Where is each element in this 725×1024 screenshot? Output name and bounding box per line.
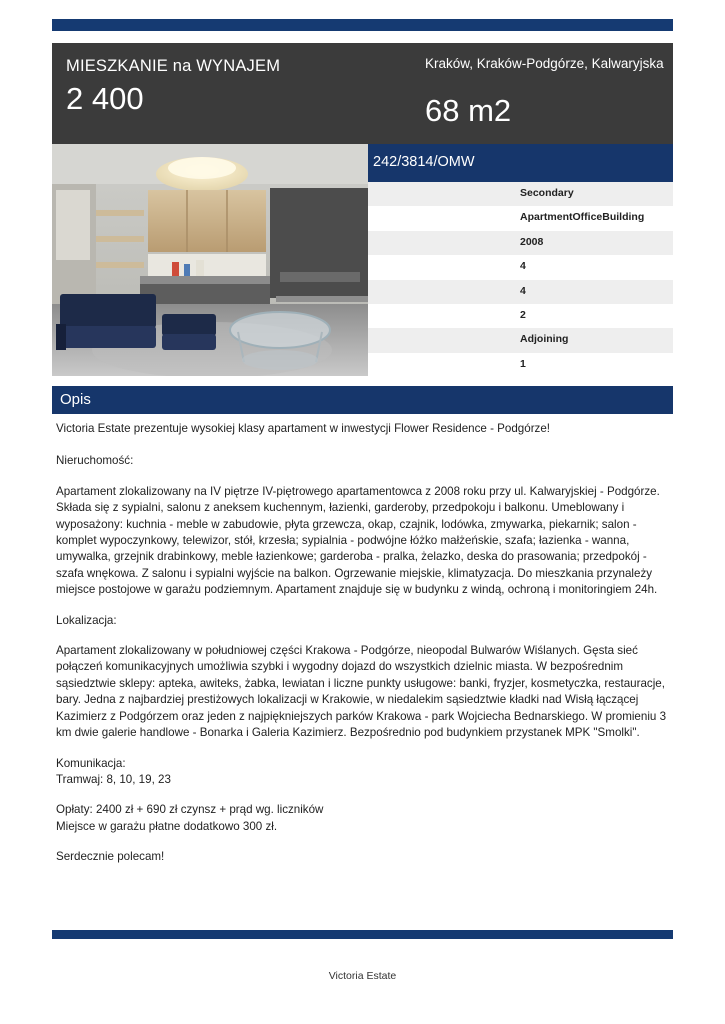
- transport-text: Tramwaj: 8, 10, 19, 23: [56, 772, 171, 786]
- table-row: [368, 304, 673, 328]
- footer-agency: Victoria Estate: [328, 970, 397, 982]
- fees-text: Opłaty: 2400 zł + 690 zł czynsz + prąd wg. liczników: [56, 803, 324, 817]
- detail-value: ApartmentOfficeBuilding: [520, 211, 645, 224]
- table-row: [368, 206, 673, 230]
- listing-header: [52, 43, 673, 144]
- header-right: [369, 43, 673, 144]
- offer-id-value: 242/3814/OMW: [373, 154, 475, 170]
- detail-value: 1: [520, 357, 526, 370]
- table-row: [368, 231, 673, 255]
- detail-value: Secondary: [520, 187, 574, 199]
- table-row: [368, 280, 673, 304]
- property-label: Nieruchomość:: [56, 454, 134, 468]
- property-text: Apartament zlokalizowany na IV piętrze IV-piętrowego apartamentowca z 2008 roku przy ul. Kalwaryjskiej - Podgórze. Składa się z sypialni, salonu z aneksem kuchennym, łazienki, garderoby, przedpokoju i balkonu. Umeblowany i wyposażony: kuchnia - meble w zabudowie, płyta grzewcza, okap, czajnik, lodówka, zmywarka, piekarnik; salon - komplet wypoczynkowy, telewizor, stół, krzesła; sypialnia - podwójne łóżko małżeńskie, szafa; łazienka - wanna, umywalka, grzejnik drabinkowy, meble łazienkowe; garderoba - pralka, żelazko, deska do prasowania; przedpokój - szafa wnękowa. Z salonu i sypialni wyjście na balkon. Ogrzewanie miejskie, klimatyzacja. Do mieszkania przynależy miejsce postojowe w garażu podziemnym. Apartament znajduje się w budynku z windą, ochroną i monitoringiem 24h.: [56, 484, 660, 597]
- closing-text: Serdecznie polecam!: [56, 850, 165, 864]
- bottom-accent-bar: [52, 930, 673, 939]
- location-label: Lokalizacja:: [56, 613, 117, 627]
- table-row: [368, 353, 673, 377]
- top-accent-bar: [52, 19, 673, 31]
- garage-text: Miejsce w garażu płatne dodatkowo 300 zł.: [56, 819, 278, 833]
- location-text: Apartament zlokalizowany w południowej części Krakowa - Podgórze, nieopodal Bulwarów Wiślanych. Gęsta sieć połączeń komunikacyjnych umożliwia szybki i wygodny dojazd do wszystkich dzielnic miasta. W bezpośrednim sąsiedztwie sklepy: apteka, awiteks, żabka, lewiatan i liczne punkty usługowe: banki, fryzjer, kosmetyczka, restauracje, bary. Jedna z najbardziej prestiżowych lokalizacji w Krakowie, w niedalekim sąsiedztwie kładki nad Wisłą łączącej Kazimierz z Podgórzem oraz jeden z najpiękniejszych parków Krakowa - park Wojciecha Bednarskiego. W promieniu 3 km dwie galerie handlowe - Bonarka i Galeria Kazimierz. Bezpośrednio pod budynkiem przystanek MPK "Smolki".: [56, 644, 667, 740]
- detail-value: 2: [520, 308, 526, 321]
- price-value: 2 400: [66, 81, 144, 116]
- header-left: [66, 43, 366, 144]
- transport-label: Komunikacja:: [56, 756, 126, 770]
- detail-value: 2008: [520, 235, 544, 248]
- photo-illustration: [52, 144, 368, 376]
- offer-type-label: MIESZKANIE na WYNAJEM: [66, 57, 281, 75]
- detail-value: 4: [520, 284, 526, 297]
- description-body: [56, 421, 669, 880]
- detail-value: 4: [520, 260, 526, 273]
- location-label: Kraków, Kraków-Podgórze, Kalwaryjska: [425, 56, 664, 71]
- area-value: 68 m2: [425, 93, 512, 128]
- description-lead: Victoria Estate prezentuje wysokiej klasy apartament w inwestycji Flower Residence - Podgórze!: [56, 422, 551, 435]
- offer-id-bar: [368, 144, 673, 182]
- description-section-title: Opis: [60, 391, 91, 408]
- description-section-header: [52, 386, 673, 414]
- table-row: [368, 182, 673, 206]
- property-photo: [52, 144, 368, 376]
- details-table: [368, 182, 673, 377]
- table-row: [368, 328, 673, 352]
- detail-value: Adjoining: [520, 333, 569, 346]
- table-row: [368, 255, 673, 279]
